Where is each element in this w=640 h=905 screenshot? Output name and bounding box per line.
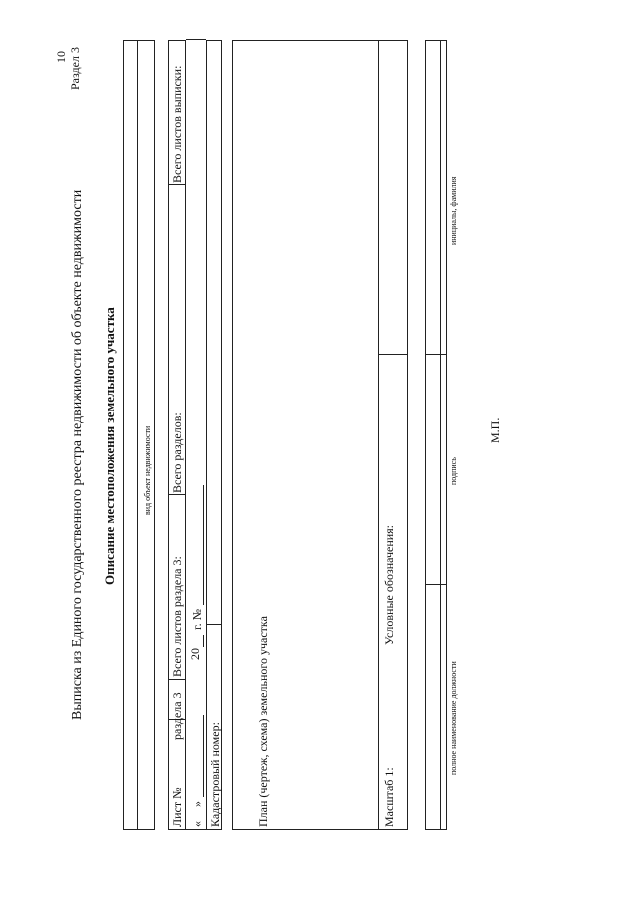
total-sheets-section: Всего листов раздела 3: — [170, 556, 184, 677]
total-sections: Всего разделов: — [170, 412, 184, 493]
position-caption: полное наименование должности — [449, 661, 458, 775]
quote-close: » — [190, 801, 204, 807]
quote-open: « — [190, 821, 204, 827]
section-subtitle: Описание местоположения земельного участка — [102, 307, 117, 585]
stamp-label: М.П. — [488, 417, 502, 443]
total-sheets-extract: Всего листов выписки: — [170, 65, 184, 183]
page-number: 10 — [54, 51, 68, 63]
object-type-underline — [137, 40, 138, 830]
header-row-2 — [206, 40, 222, 830]
plan-label: План (чертеж, схема) земельного участка — [256, 616, 270, 827]
signature-caption: подпись — [449, 457, 458, 485]
name-caption: инициалы, фамилия — [449, 176, 458, 245]
cadastral-number-label: Кадастровый номер: — [208, 722, 222, 827]
scale-label: Масштаб 1: — [382, 767, 396, 827]
signature-row — [425, 40, 447, 830]
sheet-of-section: раздела 3 — [170, 692, 184, 740]
section-label: Раздел 3 — [68, 47, 82, 90]
year-prefix: 20 — [188, 648, 202, 660]
legend-label: Условные обозначения: — [382, 524, 396, 645]
sheet-number-label: Лист № — [170, 787, 184, 827]
number-label: г. № — [190, 608, 204, 630]
document-title: Выписка из Единого государственного реестра недвижимости об объекте недвижимости — [70, 189, 85, 720]
object-type-caption: вид объект недвижимости — [143, 425, 152, 515]
